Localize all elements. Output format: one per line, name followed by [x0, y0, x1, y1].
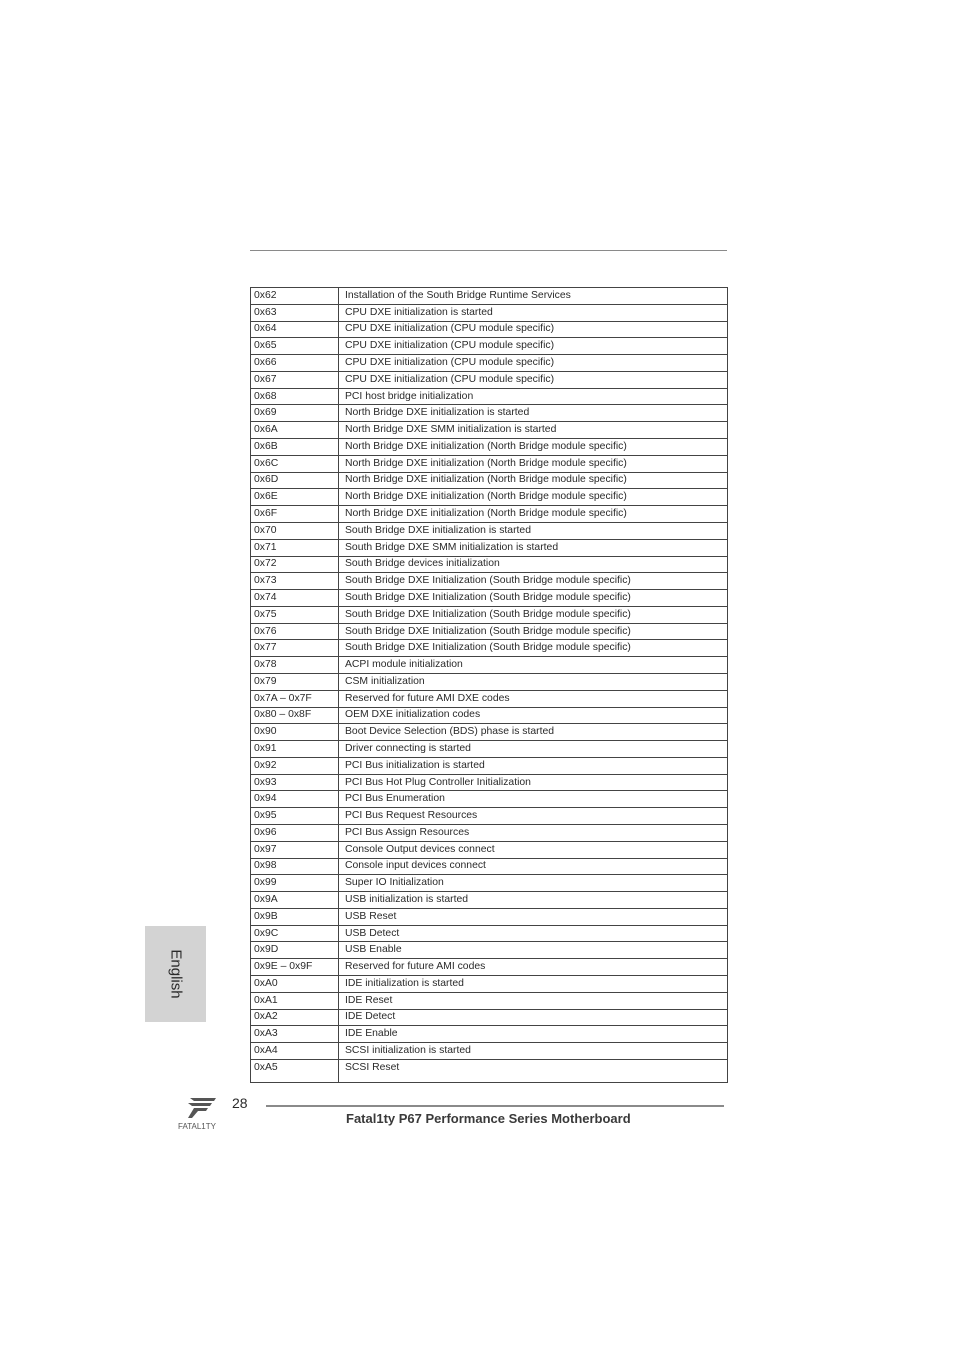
table-row [251, 422, 728, 439]
post-description-cell: PCI Bus initialization is started [339, 757, 728, 774]
post-description-cell: Installation of the South Bridge Runtime Services [339, 288, 728, 305]
post-description-cell: USB Detect [339, 925, 728, 942]
post-description-cell: USB Enable [339, 942, 728, 959]
table-row [251, 825, 728, 842]
post-description-cell: Driver connecting is started [339, 741, 728, 758]
table-row [251, 439, 728, 456]
post-description-cell: North Bridge DXE SMM initialization is started [339, 422, 728, 439]
table-row [251, 942, 728, 959]
post-description-cell: PCI Bus Enumeration [339, 791, 728, 808]
post-code-cell: 0x77 [251, 640, 339, 657]
post-description-cell: IDE Detect [339, 1009, 728, 1026]
fatal1ty-logo [176, 1094, 232, 1134]
post-description-cell: North Bridge DXE initialization (North Bridge module specific) [339, 489, 728, 506]
post-code-table [250, 287, 728, 1083]
table-row [251, 371, 728, 388]
post-code-cell: 0x9E – 0x9F [251, 959, 339, 976]
post-description-cell: North Bridge DXE initialization is started [339, 405, 728, 422]
post-code-cell: 0x74 [251, 590, 339, 607]
table-row [251, 623, 728, 640]
post-description-cell: CPU DXE initialization (CPU module specific) [339, 371, 728, 388]
post-code-cell: 0x9C [251, 925, 339, 942]
post-description-cell: ACPI module initialization [339, 657, 728, 674]
post-description-cell: South Bridge DXE Initialization (South Bridge module specific) [339, 573, 728, 590]
table-row [251, 1026, 728, 1043]
post-code-cell: 0x9A [251, 892, 339, 909]
post-description-cell: CPU DXE initialization (CPU module specific) [339, 338, 728, 355]
table-row [251, 321, 728, 338]
post-description-cell: CPU DXE initialization (CPU module specific) [339, 355, 728, 372]
table-row [251, 288, 728, 305]
footer-rule [266, 1105, 724, 1107]
table-row [251, 1059, 728, 1082]
post-code-cell: 0x76 [251, 623, 339, 640]
post-description-cell: Reserved for future AMI DXE codes [339, 690, 728, 707]
table-row [251, 573, 728, 590]
post-code-cell: 0xA4 [251, 1043, 339, 1060]
post-code-cell: 0xA5 [251, 1059, 339, 1082]
table-row [251, 472, 728, 489]
table-row [251, 976, 728, 993]
table-row [251, 841, 728, 858]
table-row [251, 1043, 728, 1060]
post-description-cell: IDE Reset [339, 992, 728, 1009]
logo-wordmark: FATAL1TY [178, 1122, 216, 1131]
post-code-cell: 0xA2 [251, 1009, 339, 1026]
post-description-cell: Super IO Initialization [339, 875, 728, 892]
table-row [251, 355, 728, 372]
table-row [251, 673, 728, 690]
table-row [251, 640, 728, 657]
table-row [251, 606, 728, 623]
post-description-cell: Reserved for future AMI codes [339, 959, 728, 976]
post-description-cell: North Bridge DXE initialization (North Bridge module specific) [339, 455, 728, 472]
footer-title: Fatal1ty P67 Performance Series Motherboard [346, 1111, 631, 1126]
post-code-cell: 0x92 [251, 757, 339, 774]
table-row [251, 925, 728, 942]
post-code-cell: 0x6C [251, 455, 339, 472]
post-code-cell: 0xA0 [251, 976, 339, 993]
post-description-cell: North Bridge DXE initialization (North Bridge module specific) [339, 472, 728, 489]
post-code-cell: 0x6A [251, 422, 339, 439]
post-code-cell: 0x68 [251, 388, 339, 405]
post-code-cell: 0x66 [251, 355, 339, 372]
table-row [251, 858, 728, 875]
post-code-cell: 0x6B [251, 439, 339, 456]
table-row [251, 304, 728, 321]
table-row [251, 791, 728, 808]
post-description-cell: PCI host bridge initialization [339, 388, 728, 405]
post-description-cell: South Bridge DXE Initialization (South Bridge module specific) [339, 640, 728, 657]
table-row [251, 522, 728, 539]
post-description-cell: SCSI Reset [339, 1059, 728, 1082]
post-description-cell: CPU DXE initialization (CPU module specific) [339, 321, 728, 338]
page-number: 28 [232, 1095, 248, 1111]
post-code-cell: 0x73 [251, 573, 339, 590]
table-row [251, 875, 728, 892]
post-code-cell: 0x98 [251, 858, 339, 875]
table-row [251, 892, 728, 909]
post-code-cell: 0x64 [251, 321, 339, 338]
post-description-cell: USB initialization is started [339, 892, 728, 909]
post-code-cell: 0x97 [251, 841, 339, 858]
post-description-cell: USB Reset [339, 908, 728, 925]
post-description-cell: IDE Enable [339, 1026, 728, 1043]
table-row [251, 657, 728, 674]
post-code-rows [251, 288, 728, 1083]
post-description-cell: South Bridge DXE Initialization (South Bridge module specific) [339, 606, 728, 623]
table-row [251, 707, 728, 724]
post-code-cell: 0xA1 [251, 992, 339, 1009]
post-code-cell: 0x6D [251, 472, 339, 489]
post-description-cell: IDE initialization is started [339, 976, 728, 993]
table-row [251, 808, 728, 825]
post-code-cell: 0x9B [251, 908, 339, 925]
post-code-cell: 0x9D [251, 942, 339, 959]
post-description-cell: PCI Bus Hot Plug Controller Initialization [339, 774, 728, 791]
post-code-cell: 0x95 [251, 808, 339, 825]
post-code-cell: 0x71 [251, 539, 339, 556]
table-row [251, 690, 728, 707]
post-description-cell: Console input devices connect [339, 858, 728, 875]
post-code-cell: 0x67 [251, 371, 339, 388]
post-code-cell: 0x72 [251, 556, 339, 573]
post-description-cell: South Bridge devices initialization [339, 556, 728, 573]
post-code-cell: 0x69 [251, 405, 339, 422]
table-row [251, 959, 728, 976]
post-code-cell: 0x6E [251, 489, 339, 506]
table-row [251, 992, 728, 1009]
post-description-cell: South Bridge DXE Initialization (South Bridge module specific) [339, 590, 728, 607]
post-code-cell: 0x63 [251, 304, 339, 321]
table-row [251, 774, 728, 791]
fatal1ty-logo-icon [176, 1094, 232, 1134]
post-code-cell: 0x65 [251, 338, 339, 355]
post-description-cell: PCI Bus Assign Resources [339, 825, 728, 842]
language-tab [145, 926, 206, 1022]
language-label: English [167, 949, 184, 999]
table-row [251, 556, 728, 573]
table-row [251, 757, 728, 774]
post-description-cell: OEM DXE initialization codes [339, 707, 728, 724]
post-code-cell: 0x79 [251, 673, 339, 690]
post-code-cell: 0x7A – 0x7F [251, 690, 339, 707]
post-code-cell: 0x70 [251, 522, 339, 539]
table-row [251, 455, 728, 472]
post-code-cell: 0xA3 [251, 1026, 339, 1043]
post-description-cell: Boot Device Selection (BDS) phase is started [339, 724, 728, 741]
table-row [251, 908, 728, 925]
post-code-cell: 0x99 [251, 875, 339, 892]
post-description-cell: South Bridge DXE SMM initialization is started [339, 539, 728, 556]
post-code-cell: 0x91 [251, 741, 339, 758]
table-row [251, 1009, 728, 1026]
table-row [251, 388, 728, 405]
post-description-cell: CPU DXE initialization is started [339, 304, 728, 321]
post-description-cell: PCI Bus Request Resources [339, 808, 728, 825]
table-row [251, 590, 728, 607]
post-code-cell: 0x80 – 0x8F [251, 707, 339, 724]
post-description-cell: Console Output devices connect [339, 841, 728, 858]
post-description-cell: North Bridge DXE initialization (North Bridge module specific) [339, 439, 728, 456]
post-description-cell: South Bridge DXE Initialization (South Bridge module specific) [339, 623, 728, 640]
post-code-cell: 0x75 [251, 606, 339, 623]
post-code-cell: 0x62 [251, 288, 339, 305]
table-row [251, 338, 728, 355]
post-code-cell: 0x96 [251, 825, 339, 842]
top-rule [250, 250, 727, 251]
post-description-cell: South Bridge DXE initialization is started [339, 522, 728, 539]
table-row [251, 489, 728, 506]
post-description-cell: SCSI initialization is started [339, 1043, 728, 1060]
table-row [251, 539, 728, 556]
table-row [251, 741, 728, 758]
post-code-cell: 0x94 [251, 791, 339, 808]
table-row [251, 724, 728, 741]
post-description-cell: CSM initialization [339, 673, 728, 690]
table-row [251, 405, 728, 422]
post-code-cell: 0x90 [251, 724, 339, 741]
post-code-cell: 0x93 [251, 774, 339, 791]
post-description-cell: North Bridge DXE initialization (North Bridge module specific) [339, 506, 728, 523]
post-code-cell: 0x6F [251, 506, 339, 523]
table-row [251, 506, 728, 523]
post-code-cell: 0x78 [251, 657, 339, 674]
